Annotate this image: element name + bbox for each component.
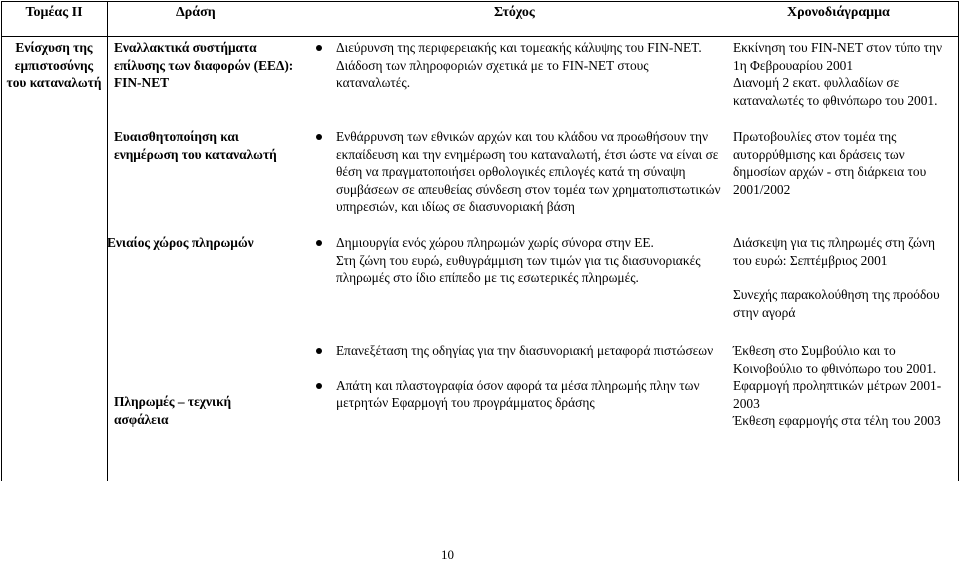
row4-schedule: Έκθεση στο Συμβούλιο και το Κοινοβούλιο το φθινόπωρο του 2001. Εφαρμογή προληπτικών μέτρων 2001-2003 Έκθεση εφαρμογής στα τέλη του 2003 (733, 343, 942, 429)
row2-goals (313, 128, 723, 216)
goal-item: Ενθάρρυνση των εθνικών αρχών και του κλάδου να προωθήσουν την εκπαίδευση και την ενημέρωση του καταναλωτή, έτσι ώστε να είναι σε θέση να πραγματοποιήσει ορθολογικές επιλογές κατά τη σύναψη συμβάσεων σε απευθείας σύνδεση στον τομέα των χρηματοπιστωτικών υπηρεσιών, και ιδίως σε διασυνοριακή βάση (313, 128, 723, 216)
header-action: Δράση (176, 5, 216, 20)
header-goal: Στόχος (494, 5, 535, 20)
row2-schedule: Πρωτοβουλίες στον τομέα της αυτορρύθμισης και δράσεις των δημοσίων αρχών - στη διάρκεια του 2001/2002 (733, 129, 927, 197)
row1-action: Εναλλακτικά συστήματα επίλυσης των διαφορών (ΕΕΔ): FIN-NET (114, 40, 294, 91)
row3-goals (313, 234, 728, 287)
header-bottom-border (1, 36, 958, 37)
table-top-border (1, 1, 958, 2)
goal-item: Δημιουργία ενός χώρου πληρωμών χωρίς σύνορα στην ΕΕ. (313, 234, 728, 252)
page-number: 10 (441, 547, 454, 562)
goal-item: Επανεξέταση της οδηγίας για την διασυνοριακή μεταφορά πιστώσεων (313, 342, 723, 360)
sector-name: Ενίσχυση της εμπιστοσύνης του καταναλωτή (6, 40, 102, 91)
header-schedule: Χρονοδιάγραμμα (787, 5, 890, 20)
header-sector: Τομέας ΙΙ (25, 5, 83, 20)
row4-action: Πληρωμές – τεχνική ασφάλεια (114, 394, 232, 427)
row1-schedule: Εκκίνηση του FIN-NET στον τύπο την 1η Φεβρουαρίου 2001 Διανομή 2 εκατ. φυλλαδίων σε καταναλωτές το φθινόπωρο του 2001. (733, 40, 943, 108)
row2-action: Ευαισθητοποίηση και ενημέρωση του καταναλωτή (114, 129, 277, 162)
row3-action: Ενιαίος χώρος πληρωμών (107, 235, 254, 250)
goal-item: Απάτη και πλαστογραφία όσον αφορά τα μέσα πληρωμής πλην των μετρητών Εφαρμογή του προγράμματος δράσης (313, 377, 723, 412)
table-left-border (1, 1, 2, 481)
row3-schedule: Διάσκεψη για τις πληρωμές στη ζώνη του ευρώ: Σεπτέμβριος 2001 Συνεχής παρακολούθηση της προόδου στην αγορά (733, 235, 940, 320)
goal-item: Διεύρυνση της περιφερειακής και τομεακής κάλυψης του FIN-NET. Διάδοση των πληροφοριών σχετικά με το FIN-NET στους καταναλωτές. (313, 39, 708, 92)
goal-extra: Στη ζώνη του ευρώ, ευθυγράμμιση των τιμών για τις διασυνοριακές πληρωμές στο ίδιο επίπεδο με τις εσωτερικές πληρωμές. (336, 252, 701, 286)
row4-goals (313, 342, 723, 412)
row1-goals (313, 39, 708, 92)
